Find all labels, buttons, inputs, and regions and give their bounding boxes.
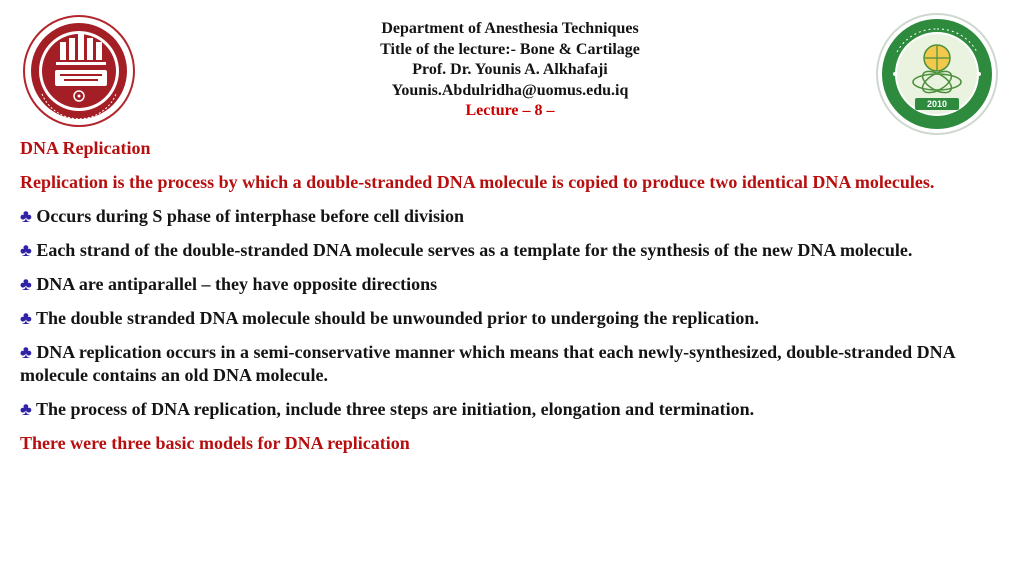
- club-bullet-icon: ♣: [20, 206, 32, 226]
- lecture-title: Title of the lecture:- Bone & Cartilage: [380, 40, 640, 58]
- department-name: Department of Anesthesia Techniques: [381, 20, 639, 37]
- bullet-text: The double stranded DNA molecule should be unwounded prior to undergoing the replication.: [36, 308, 759, 328]
- closing-line: There were three basic models for DNA replication: [20, 433, 410, 453]
- intro-paragraph: Replication is the process by which a double-stranded DNA molecule is copied to produce two identical DNA molecules.: [20, 172, 935, 192]
- college-seal-icon: [22, 14, 136, 128]
- bullet-text: DNA are antiparallel – they have opposite directions: [36, 274, 438, 294]
- bullet-text: Occurs during S phase of interphase before cell division: [36, 206, 464, 226]
- university-seal-icon: [875, 12, 999, 136]
- bullet-item: [20, 341, 1005, 387]
- lecture-header: [300, 19, 720, 122]
- bullet-item: [20, 273, 1005, 296]
- lecture-number: Lecture – 8 –: [465, 102, 555, 119]
- university-logo: [875, 12, 999, 136]
- section-title: DNA Replication: [20, 138, 151, 158]
- professor-name: Prof. Dr. Younis A. Alkhafaji: [412, 61, 608, 78]
- bullet-text: The process of DNA replication, include three steps are initiation, elongation and termination.: [36, 399, 755, 419]
- bullet-text: Each strand of the double-stranded DNA molecule serves as a template for the synthesis of the new DNA molecule.: [36, 240, 913, 260]
- bullet-item: [20, 307, 1005, 330]
- club-bullet-icon: ♣: [20, 274, 32, 294]
- club-bullet-icon: ♣: [20, 240, 32, 260]
- professor-email: Younis.Abdulridha@uomus.edu.iq: [391, 81, 629, 99]
- bullet-text: DNA replication occurs in a semi-conservative manner which means that each newly-synthesized, double-stranded DNA molecule contains an old DNA molecule.: [20, 342, 955, 385]
- club-bullet-icon: ♣: [20, 399, 32, 419]
- club-bullet-icon: ♣: [20, 308, 32, 328]
- bullet-item: [20, 398, 1005, 421]
- logo-year: 2010: [926, 99, 948, 109]
- club-bullet-icon: ♣: [20, 342, 32, 362]
- lecture-content: [20, 137, 1005, 455]
- college-logo: [22, 14, 136, 128]
- bullet-item: [20, 239, 1005, 262]
- bullet-item: [20, 205, 1005, 228]
